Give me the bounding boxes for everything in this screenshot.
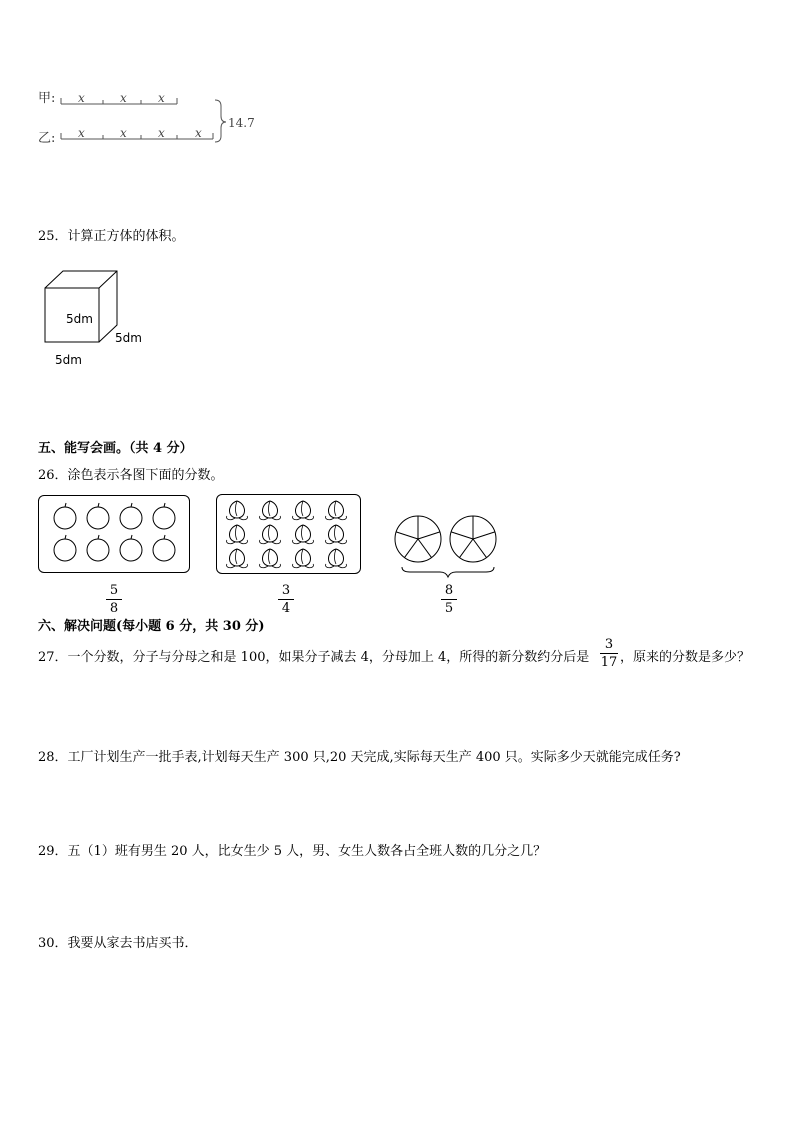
q27-denominator: 17: [600, 655, 618, 670]
yi-label: 乙:: [38, 131, 56, 146]
segment-lines: [55, 92, 295, 152]
pie-circles: [394, 512, 504, 582]
jia-label: 甲:: [38, 91, 56, 106]
peaches-fraction: [278, 583, 294, 616]
apples-box: [38, 495, 190, 573]
q27-fraction: [600, 637, 618, 670]
apples-fraction: [106, 583, 122, 616]
q28-text: 28．工厂计划生产一批手表,计划每天生产 300 只,20 天完成,实际每天生产 400 只。实际多少天就能完成任务?: [38, 750, 681, 765]
apple-icons: [39, 496, 189, 572]
section5-heading: 五、能写会画。（共 4 分）: [38, 441, 193, 456]
jia-seg-2: x: [120, 91, 127, 105]
yi-seg-3: x: [158, 126, 165, 140]
q25-text: 25．计算正方体的体积。: [38, 229, 185, 244]
cube-face-label: 5dm: [66, 312, 93, 326]
peaches-box: [216, 494, 361, 574]
circles-fraction: [441, 583, 457, 616]
q29-text: 29．五（1）班有男生 20 人，比女生少 5 人，男、女生人数各占全班人数的几分之几？: [38, 844, 547, 859]
section6-heading: 六、解决问题(每小题 6 分，共 30 分): [38, 619, 265, 634]
q27-text-after: ，原来的分数是多少？: [620, 650, 751, 665]
cube-drawing: [44, 270, 154, 360]
jia-seg-3: x: [158, 91, 165, 105]
peach-icons: [217, 495, 360, 573]
apples-denominator: 8: [109, 601, 119, 616]
peaches-numerator: 3: [281, 583, 291, 598]
jia-seg-1: x: [78, 91, 85, 105]
yi-seg-1: x: [78, 126, 85, 140]
q30-text: 30．我要从家去书店买书．: [38, 936, 198, 951]
apples-numerator: 5: [109, 583, 119, 598]
circles-denominator: 5: [444, 601, 454, 616]
cube-bottom-label: 5dm: [55, 353, 82, 367]
q26-text: 26．涂色表示各图下面的分数。: [38, 468, 224, 483]
yi-seg-2: x: [120, 126, 127, 140]
cube-side-label: 5dm: [115, 331, 142, 345]
q27-numerator: 3: [604, 637, 614, 652]
peaches-denominator: 4: [281, 601, 291, 616]
yi-seg-4: x: [195, 126, 202, 140]
circles-numerator: 8: [444, 583, 454, 598]
q27-text-before: 27．一个分数，分子与分母之和是 100，如果分子减去 4，分母加上 4，所得的新分数约分后是: [38, 650, 590, 665]
total-label: 14.7: [228, 116, 255, 130]
